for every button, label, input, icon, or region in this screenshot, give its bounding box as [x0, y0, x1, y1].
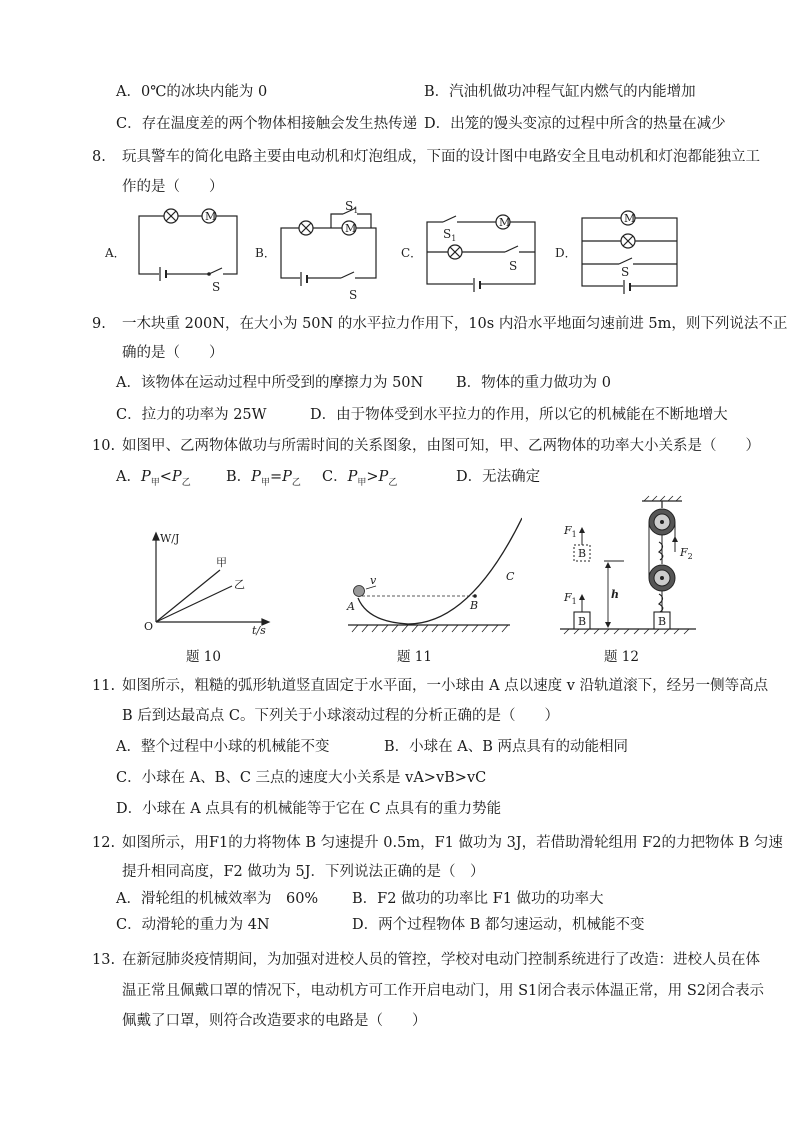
q9-option-b: B．物体的重力做功为 0	[456, 375, 611, 391]
fig11-point-c: C	[506, 570, 515, 583]
q13-stem-line3: 佩戴了口罩，则符合改造要求的电路是（ ）	[122, 1013, 427, 1029]
q13-stem-line1: 在新冠肺炎疫情期间，为加强对进校人员的管控，学校对电动门控制系统进行了改造：进校人员在体	[122, 952, 760, 968]
q12-option-a: A．滑轮组的机械效率为 60%	[116, 891, 319, 907]
q7-option-d: D．出笼的馒头变凉的过程中所含的热量在减少	[424, 116, 726, 132]
fig11-point-b: B	[470, 599, 479, 612]
q10-option-a: A．$P_甲<P_乙$	[116, 469, 191, 488]
fig12-f2-label: $F_2$	[680, 546, 693, 561]
fig12-block-raised-label: B	[578, 547, 587, 560]
q7-option-a: A．0℃的冰块内能为 0	[116, 84, 268, 100]
q12-option-c: C．动滑轮的重力为 4N	[116, 917, 270, 933]
fig10-label-yi: 乙	[234, 578, 245, 591]
circuit-c-switch-label: S	[509, 259, 518, 273]
q7-option-b: B．汽油机做功冲程气缸内燃气的内能增加	[424, 84, 696, 100]
circuit-a-option-label: A．	[105, 246, 126, 260]
fig11-point-a: A	[347, 600, 355, 613]
q12-stem-line1: 如图所示，用F1的力将物体 B 匀速提升 0.5m，F1 做功为 3J，若借助滑轮组用 F2的力把物体 B 匀速	[122, 835, 783, 851]
q11-option-c: C．小球在 A、B、C 三点的速度大小关系是 vA>vB>vC	[116, 770, 487, 786]
q10-option-c: C．$P_甲>P_乙$	[322, 469, 398, 488]
circuit-d-wire	[582, 218, 677, 286]
q9-number: 9.	[92, 316, 106, 332]
circuit-b-option-label: B．	[255, 246, 276, 260]
fig12-f1-bottom-label: $F_1$	[564, 591, 577, 606]
fig12-h-label: h	[611, 588, 619, 601]
q9-stem-line1: 一木块重 200N，在大小为 50N 的水平拉力作用下，10s 内沿水平地面匀速前进 5m，则下列说法不正	[122, 316, 788, 332]
q13-stem-line2: 温正常且佩戴口罩的情况下，电动机方可工作开启电动门，用 S1闭合表示体温正常，用 S2闭合表示	[122, 983, 765, 999]
q9-option-c: C．拉力的功率为 25W	[116, 407, 267, 423]
fig10-xlabel: t/s	[252, 624, 266, 637]
q10-stem: 如图甲、乙两物体做功与所需时间的关系图象，由图可知，甲、乙两物体的功率大小关系是（ ）	[122, 438, 760, 454]
fig11-curved-track	[340, 510, 522, 638]
fig11-ball-icon	[354, 586, 365, 597]
q8-stem-line2: 作的是（ ）	[122, 179, 224, 195]
q7-option-c: C．存在温度差的两个物体相接触会发生热传递	[116, 116, 418, 132]
fig11-velocity-label: v	[370, 574, 377, 587]
fig12-f1-top-label: $F_1$	[564, 524, 577, 539]
q12-option-d: D．两个过程物体 B 都匀速运动，机械能不变	[352, 917, 645, 933]
q9-option-d: D．由于物体受到水平拉力的作用，所以它的机械能在不断地增大	[310, 407, 728, 423]
fig12-caption: 题 12	[604, 649, 639, 665]
q10-number: 10.	[92, 438, 116, 454]
q9-option-a: A．该物体在运动过程中所受到的摩擦力为 50N	[116, 375, 424, 391]
circuit-a-motor-label: M	[205, 210, 217, 223]
fig11-caption: 题 11	[397, 649, 432, 665]
fig10-ylabel: W/J	[160, 532, 180, 545]
fig10-caption: 题 10	[186, 649, 221, 665]
q13-number: 13.	[92, 952, 116, 968]
circuit-a-switch-label: S	[212, 280, 221, 294]
fig12-block-left-label: B	[578, 615, 587, 628]
circuit-b-switch1-label: $S_1$	[345, 199, 359, 215]
q11-stem-line2: B 后到达最高点 C。下列关于小球滚动过程的分析正确的是（ ）	[122, 708, 559, 724]
q11-option-a: A．整个过程中小球的机械能不变	[116, 739, 330, 755]
q8-number: 8.	[92, 149, 106, 165]
circuit-d-option-label: D．	[555, 246, 577, 260]
q11-number: 11.	[92, 678, 116, 694]
circuit-c-switch1-label: $S_1$	[443, 227, 457, 243]
q12-number: 12.	[92, 835, 116, 851]
q9-stem-line2: 确的是（ ）	[122, 345, 224, 361]
q11-option-d: D．小球在 A 点具有的机械能等于它在 C 点具有的重力势能	[116, 801, 502, 817]
fig10-wt-graph	[140, 530, 280, 642]
fig12-block-right-label: B	[658, 615, 667, 628]
circuit-d-switch-label: S	[621, 265, 630, 279]
q8-circuit-diagrams	[105, 198, 695, 310]
circuit-c-option-label: C．	[401, 246, 423, 260]
fig11-track-curve	[358, 518, 522, 624]
q11-option-b: B．小球在 A、B 两点具有的动能相同	[384, 739, 628, 755]
q10-option-d: D．无法确定	[456, 469, 541, 485]
circuit-b-switch-label: S	[349, 288, 358, 302]
q10-option-b: B．$P_甲=P_乙$	[226, 469, 301, 488]
q12-stem-line2: 提升相同高度，F2 做功为 5J．下列说法正确的是（ ）	[122, 864, 485, 880]
circuit-d-motor-label: M	[624, 212, 636, 225]
circuit-a-wire	[139, 216, 237, 274]
fig10-origin: O	[144, 620, 154, 633]
circuit-b-wire	[281, 228, 376, 278]
q11-stem-line1: 如图所示，粗糙的弧形轨道竖直固定于水平面，一小球由 A 点以速度 v 沿轨道滚下，经另一侧等高点	[122, 678, 769, 694]
circuit-b-motor-label: M	[345, 222, 357, 235]
fig12-pulley-system	[556, 494, 701, 639]
circuit-c-motor-label: M	[499, 216, 511, 229]
fig10-label-jia: 甲	[216, 556, 227, 569]
q8-stem-line1: 玩具警车的简化电路主要由电动机和灯泡组成，下面的设计图中电路安全且电动机和灯泡都能独立工	[122, 149, 760, 165]
q12-option-b: B．F2 做功的功率比 F1 做功的功率大	[352, 891, 604, 907]
